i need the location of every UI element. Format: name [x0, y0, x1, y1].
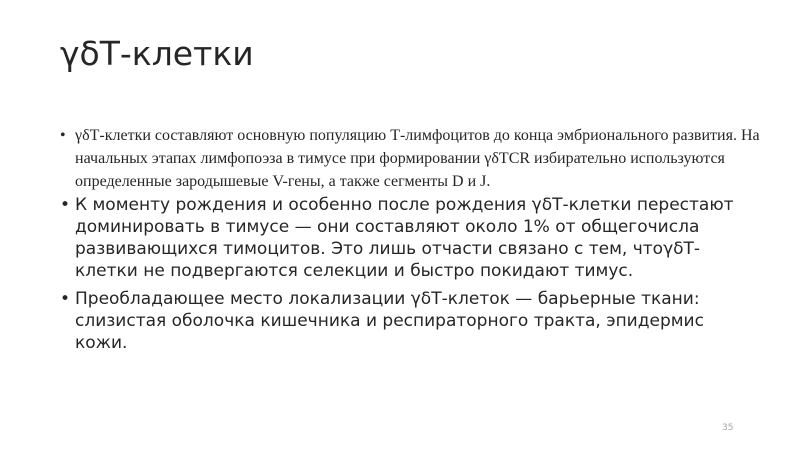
page-number: 35 [722, 423, 734, 433]
bullet-item-3: • Преобладающее место локализации γδТ-клеток — барьерные ткани: слизистая оболочка кишечника и респираторного тракта, эпидермис кожи. [60, 288, 760, 354]
bullet-item-1: • γδТ-клетки составляют основную популяцию Т-лимфоцитов до конца эмбрионального развития. На начальных этапах лимфопоэза в тимусе при формировании γδTCR избирательно используются определенные зародышевые V-гены, а также сегменты D и J. [60, 124, 760, 193]
slide-title: γδТ-клетки [60, 34, 254, 73]
bullet-list [60, 124, 760, 360]
bullet-item-2: • К моменту рождения и особенно после рождения γδТ-клетки перестают доминировать в тимусе — они составляют около 1% от общегочисла развивающихся тимоцитов. Это лишь отчасти связано с тем, чтоγδТ-клетки не подвергаются селекции и быстро покидают тимус. [60, 194, 760, 282]
